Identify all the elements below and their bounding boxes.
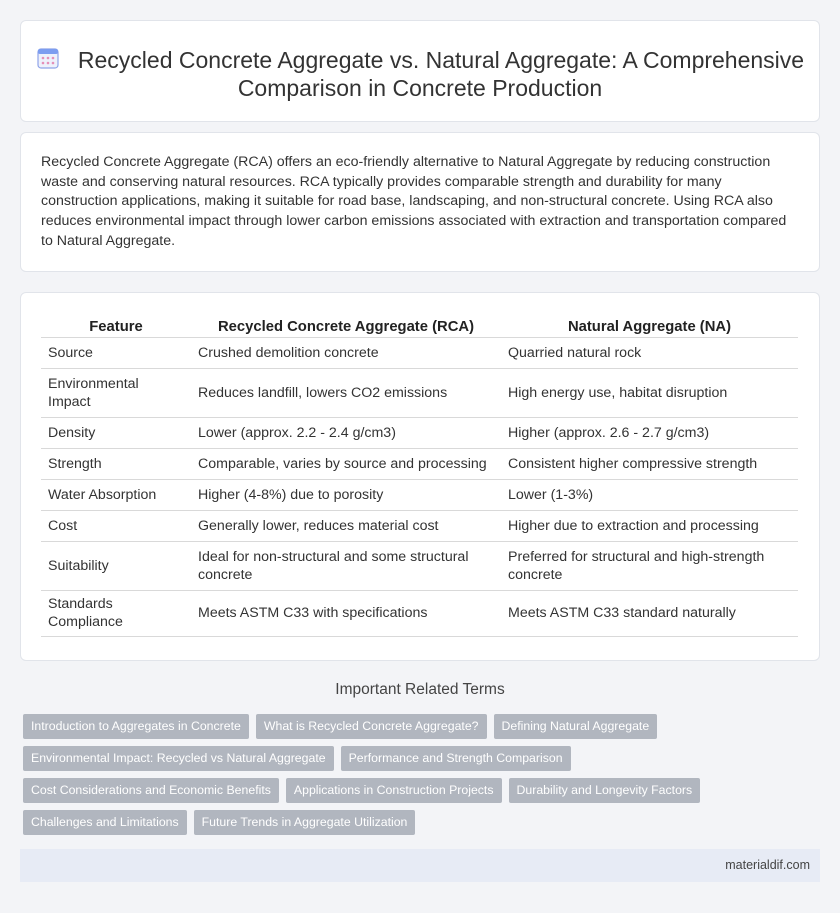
tag-link[interactable]: Future Trends in Aggregate Utilization (194, 810, 416, 835)
rca-cell: Generally lower, reduces material cost (191, 510, 501, 541)
feature-cell: Environmental Impact (41, 368, 191, 417)
page-title-wrap (21, 46, 819, 102)
table-header-row (41, 315, 798, 337)
rca-cell: Higher (4-8%) due to porosity (191, 479, 501, 510)
rca-cell: Crushed demolition concrete (191, 337, 501, 368)
tag-link[interactable]: Performance and Strength Comparison (341, 746, 571, 771)
na-cell: High energy use, habitat disruption (501, 368, 798, 417)
table-row (41, 417, 798, 448)
table-row (41, 510, 798, 541)
feature-cell: Strength (41, 448, 191, 479)
feature-cell: Cost (41, 510, 191, 541)
table-row (41, 541, 798, 590)
tag-link[interactable]: What is Recycled Concrete Aggregate? (256, 714, 487, 739)
title-card (20, 20, 820, 122)
intro-card (20, 132, 820, 272)
table-row (41, 590, 798, 636)
header-na: Natural Aggregate (NA) (501, 315, 798, 337)
table-row (41, 368, 798, 417)
tag-link[interactable]: Introduction to Aggregates in Concrete (23, 714, 249, 739)
related-terms-title: Important Related Terms (335, 681, 505, 698)
calendar-icon (36, 46, 60, 70)
rca-cell: Meets ASTM C33 with specifications (191, 590, 501, 636)
rca-cell: Comparable, varies by source and processing (191, 448, 501, 479)
header-feature: Feature (41, 315, 191, 337)
tag-link[interactable]: Cost Considerations and Economic Benefits (23, 778, 279, 803)
feature-cell: Water Absorption (41, 479, 191, 510)
footer (20, 849, 820, 882)
table-row (41, 479, 798, 510)
feature-cell: Suitability (41, 541, 191, 590)
na-cell: Quarried natural rock (501, 337, 798, 368)
tag-link[interactable]: Environmental Impact: Recycled vs Natural Aggregate (23, 746, 334, 771)
footer-site-link[interactable]: materialdif.com (725, 858, 810, 872)
na-cell: Preferred for structural and high-strength concrete (501, 541, 798, 590)
tag-link[interactable]: Applications in Construction Projects (286, 778, 502, 803)
na-cell: Lower (1-3%) (501, 479, 798, 510)
tag-link[interactable]: Defining Natural Aggregate (494, 714, 658, 739)
header-rca: Recycled Concrete Aggregate (RCA) (191, 315, 501, 337)
intro-text: Recycled Concrete Aggregate (RCA) offers an eco-friendly alternative to Natural Aggregate by reducing construction waste and conserving natural resources. RCA typically provides comparable strength and durability for many construction applications, making it suitable for road base, landscaping, and non-structural concrete. Using RCA also reduces environmental impact through lower carbon emissions associated with extraction and transportation compared to Natural Aggregate. (41, 154, 787, 249)
feature-cell: Density (41, 417, 191, 448)
rca-cell: Lower (approx. 2.2 - 2.4 g/cm3) (191, 417, 501, 448)
page-title: Recycled Concrete Aggregate vs. Natural Aggregate: A Comprehensive Comparison in Concrete Production (77, 47, 805, 101)
tag-link[interactable]: Durability and Longevity Factors (509, 778, 701, 803)
table-row (41, 448, 798, 479)
rca-cell: Reduces landfill, lowers CO2 emissions (191, 368, 501, 417)
na-cell: Meets ASTM C33 standard naturally (501, 590, 798, 636)
comparison-card (20, 292, 820, 661)
rca-cell: Ideal for non-structural and some structural concrete (191, 541, 501, 590)
feature-cell: Standards Compliance (41, 590, 191, 636)
na-cell: Consistent higher compressive strength (501, 448, 798, 479)
tag-link[interactable]: Challenges and Limitations (23, 810, 187, 835)
table-row (41, 337, 798, 368)
related-terms-tags (23, 714, 823, 842)
na-cell: Higher (approx. 2.6 - 2.7 g/cm3) (501, 417, 798, 448)
comparison-table (41, 315, 798, 637)
na-cell: Higher due to extraction and processing (501, 510, 798, 541)
feature-cell: Source (41, 337, 191, 368)
